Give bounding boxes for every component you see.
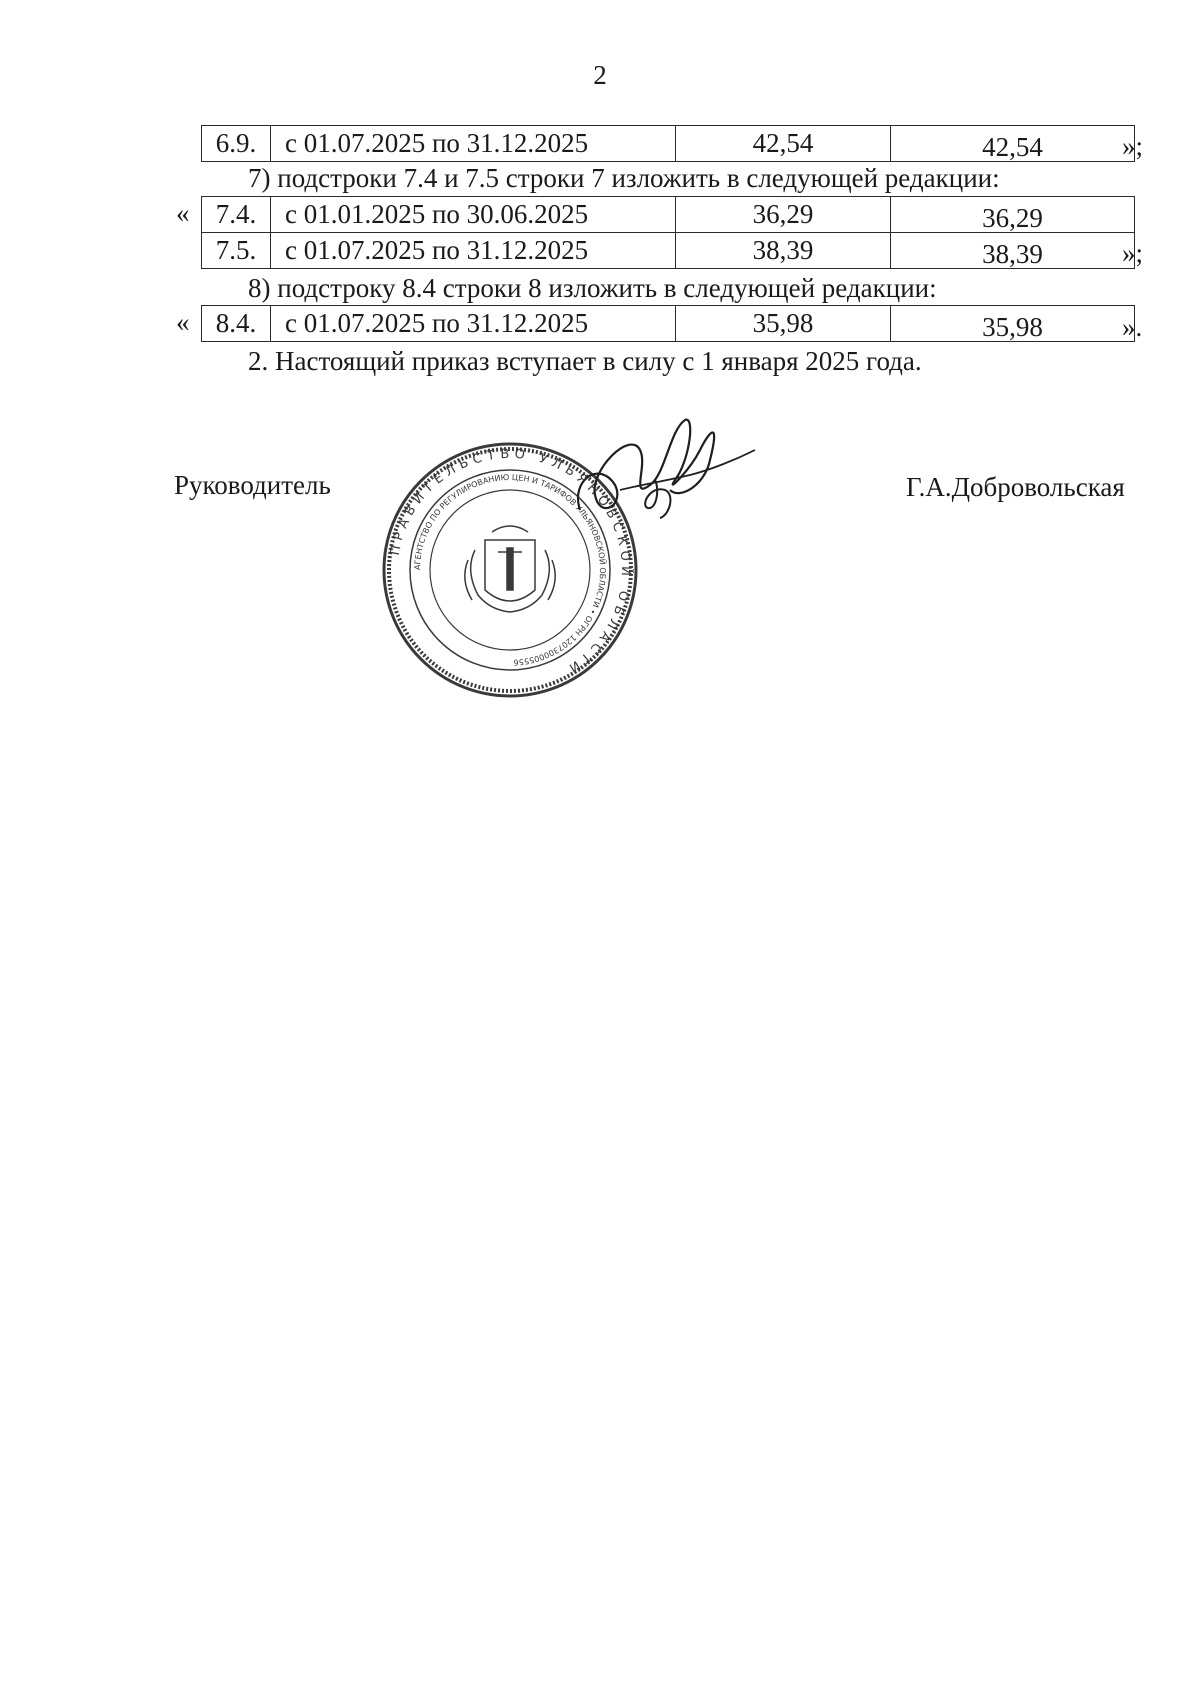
table-row	[202, 306, 1135, 342]
closing-quote: »;	[1122, 131, 1144, 161]
row-period: с 01.01.2025 по 30.06.2025	[271, 197, 676, 233]
handwritten-signature	[560, 390, 760, 550]
tariff-table-7	[201, 196, 1135, 269]
row-number: 8.4.	[202, 306, 271, 342]
row-value-1: 35,98	[676, 306, 891, 342]
row-value-2: 36,29	[982, 203, 1043, 233]
row-number: 7.5.	[202, 233, 271, 269]
svg-text:АГЕНТСТВО ПО РЕГУЛИРОВАНИЮ ЦЕН: АГЕНТСТВО ПО РЕГУЛИРОВАНИЮ ЦЕН И ТАРИФОВ УЛЬЯНОВСКОЙ ОБЛАСТИ • ОГРН 1207300005556	[412, 472, 608, 667]
closing-quote: »;	[1122, 238, 1144, 268]
svg-text:ПРАВИТЕЛЬСТВО УЛЬЯНОВСКОЙ ОБЛА: ПРАВИТЕЛЬСТВО УЛЬЯНОВСКОЙ ОБЛАСТИ	[387, 446, 634, 678]
table-row	[202, 233, 1135, 269]
table-row	[202, 197, 1135, 233]
row-number: 6.9.	[202, 126, 271, 162]
signer-role: Руководитель	[174, 470, 331, 500]
table-row	[202, 126, 1135, 162]
row-value-2: 42,54	[982, 132, 1043, 162]
row-period: с 01.07.2025 по 31.12.2025	[271, 306, 676, 342]
page-number: 2	[593, 60, 607, 90]
paragraph-item-8: 8) подстроку 8.4 строки 8 изложить в следующей редакции:	[248, 273, 937, 303]
row-number: 7.4.	[202, 197, 271, 233]
row-period: с 01.07.2025 по 31.12.2025	[271, 233, 676, 269]
tariff-table-6	[201, 125, 1135, 162]
opening-quote: «	[176, 307, 190, 337]
row-value-1: 36,29	[676, 197, 891, 233]
tariff-table-8	[201, 305, 1135, 342]
row-value-1: 38,39	[676, 233, 891, 269]
row-value-2: 35,98	[982, 312, 1043, 342]
row-value-2: 38,39	[982, 239, 1043, 269]
row-value-1: 42,54	[676, 126, 891, 162]
paragraph-clause-2: 2. Настоящий приказ вступает в силу с 1 января 2025 года.	[248, 346, 922, 376]
closing-quote: ».	[1122, 312, 1143, 342]
row-period: с 01.07.2025 по 31.12.2025	[271, 126, 676, 162]
paragraph-item-7: 7) подстроки 7.4 и 7.5 строки 7 изложить в следующей редакции:	[248, 163, 1000, 193]
signer-name: Г.А.Добровольская	[906, 472, 1125, 502]
opening-quote: «	[176, 198, 190, 228]
